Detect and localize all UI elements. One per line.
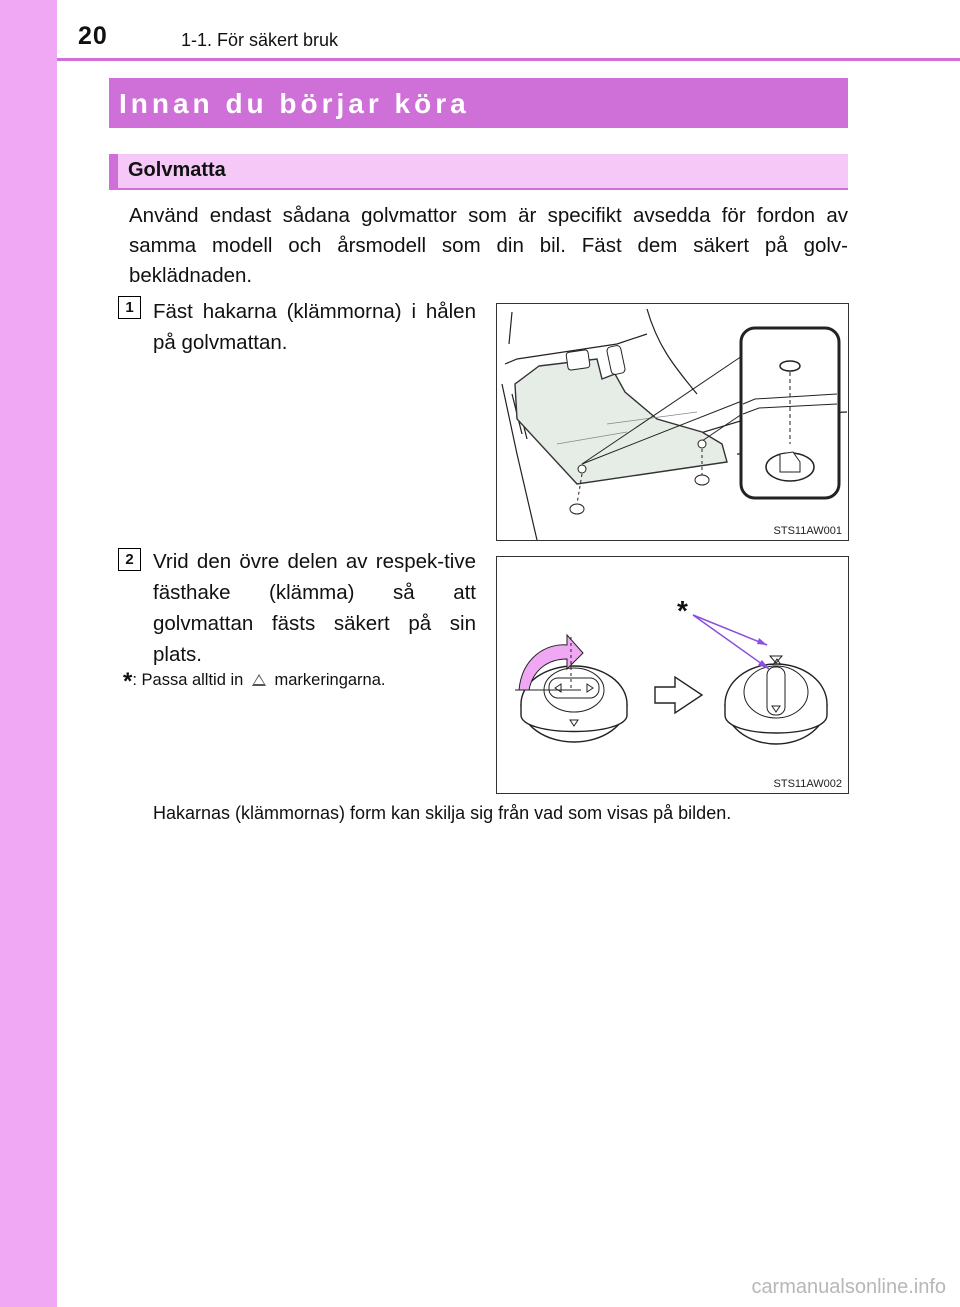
hook-rotation-illustration (497, 557, 848, 793)
figure-asterisk: * (677, 595, 688, 626)
page-number: 20 (78, 22, 108, 50)
watermark: carmanualsonline.info (751, 1276, 946, 1298)
sub-heading (109, 154, 848, 190)
sub-heading-bar (109, 154, 118, 188)
footnote-asterisk: * (123, 668, 133, 695)
figure-code-1: STS11AW001 (773, 525, 842, 537)
floor-mat-illustration (497, 304, 848, 540)
intro-paragraph: Använd endast sådana golvmattor som är specifikt avsedda för fordon av samma modell och årsmodell som din bil. Fäst dem säkert på golv-beklädnaden. (129, 204, 848, 287)
header-rule (57, 58, 960, 61)
footnote-prefix: : Passa alltid in (132, 671, 244, 689)
figure-floor-mat (496, 303, 849, 541)
triangle-mark-icon (252, 674, 266, 686)
figure-hook-rotation (496, 556, 849, 794)
note-text: Hakarnas (klämmornas) form kan skilja sig från vad som visas på bilden. (153, 803, 732, 823)
figure-code-2: STS11AW002 (773, 778, 842, 790)
side-band (0, 0, 57, 1307)
sub-heading-text: Golvmatta (128, 159, 226, 181)
footnote (123, 668, 385, 696)
section-title-text: Innan du börjar köra (119, 88, 470, 119)
section-title (109, 78, 848, 128)
step-text-1: Fäst hakarna (klämmorna) i hålen på golvmattan. (153, 300, 476, 354)
chapter-title: 1-1. För säkert bruk (181, 30, 339, 50)
step-text-2: Vrid den övre delen av respek-tive fästhake (klämma) så att golvmattan fästs säkert på sin plats. (153, 550, 476, 666)
footnote-suffix: markeringarna. (274, 671, 386, 689)
step-number-2: 2 (118, 548, 141, 571)
step-number-1: 1 (118, 296, 141, 319)
